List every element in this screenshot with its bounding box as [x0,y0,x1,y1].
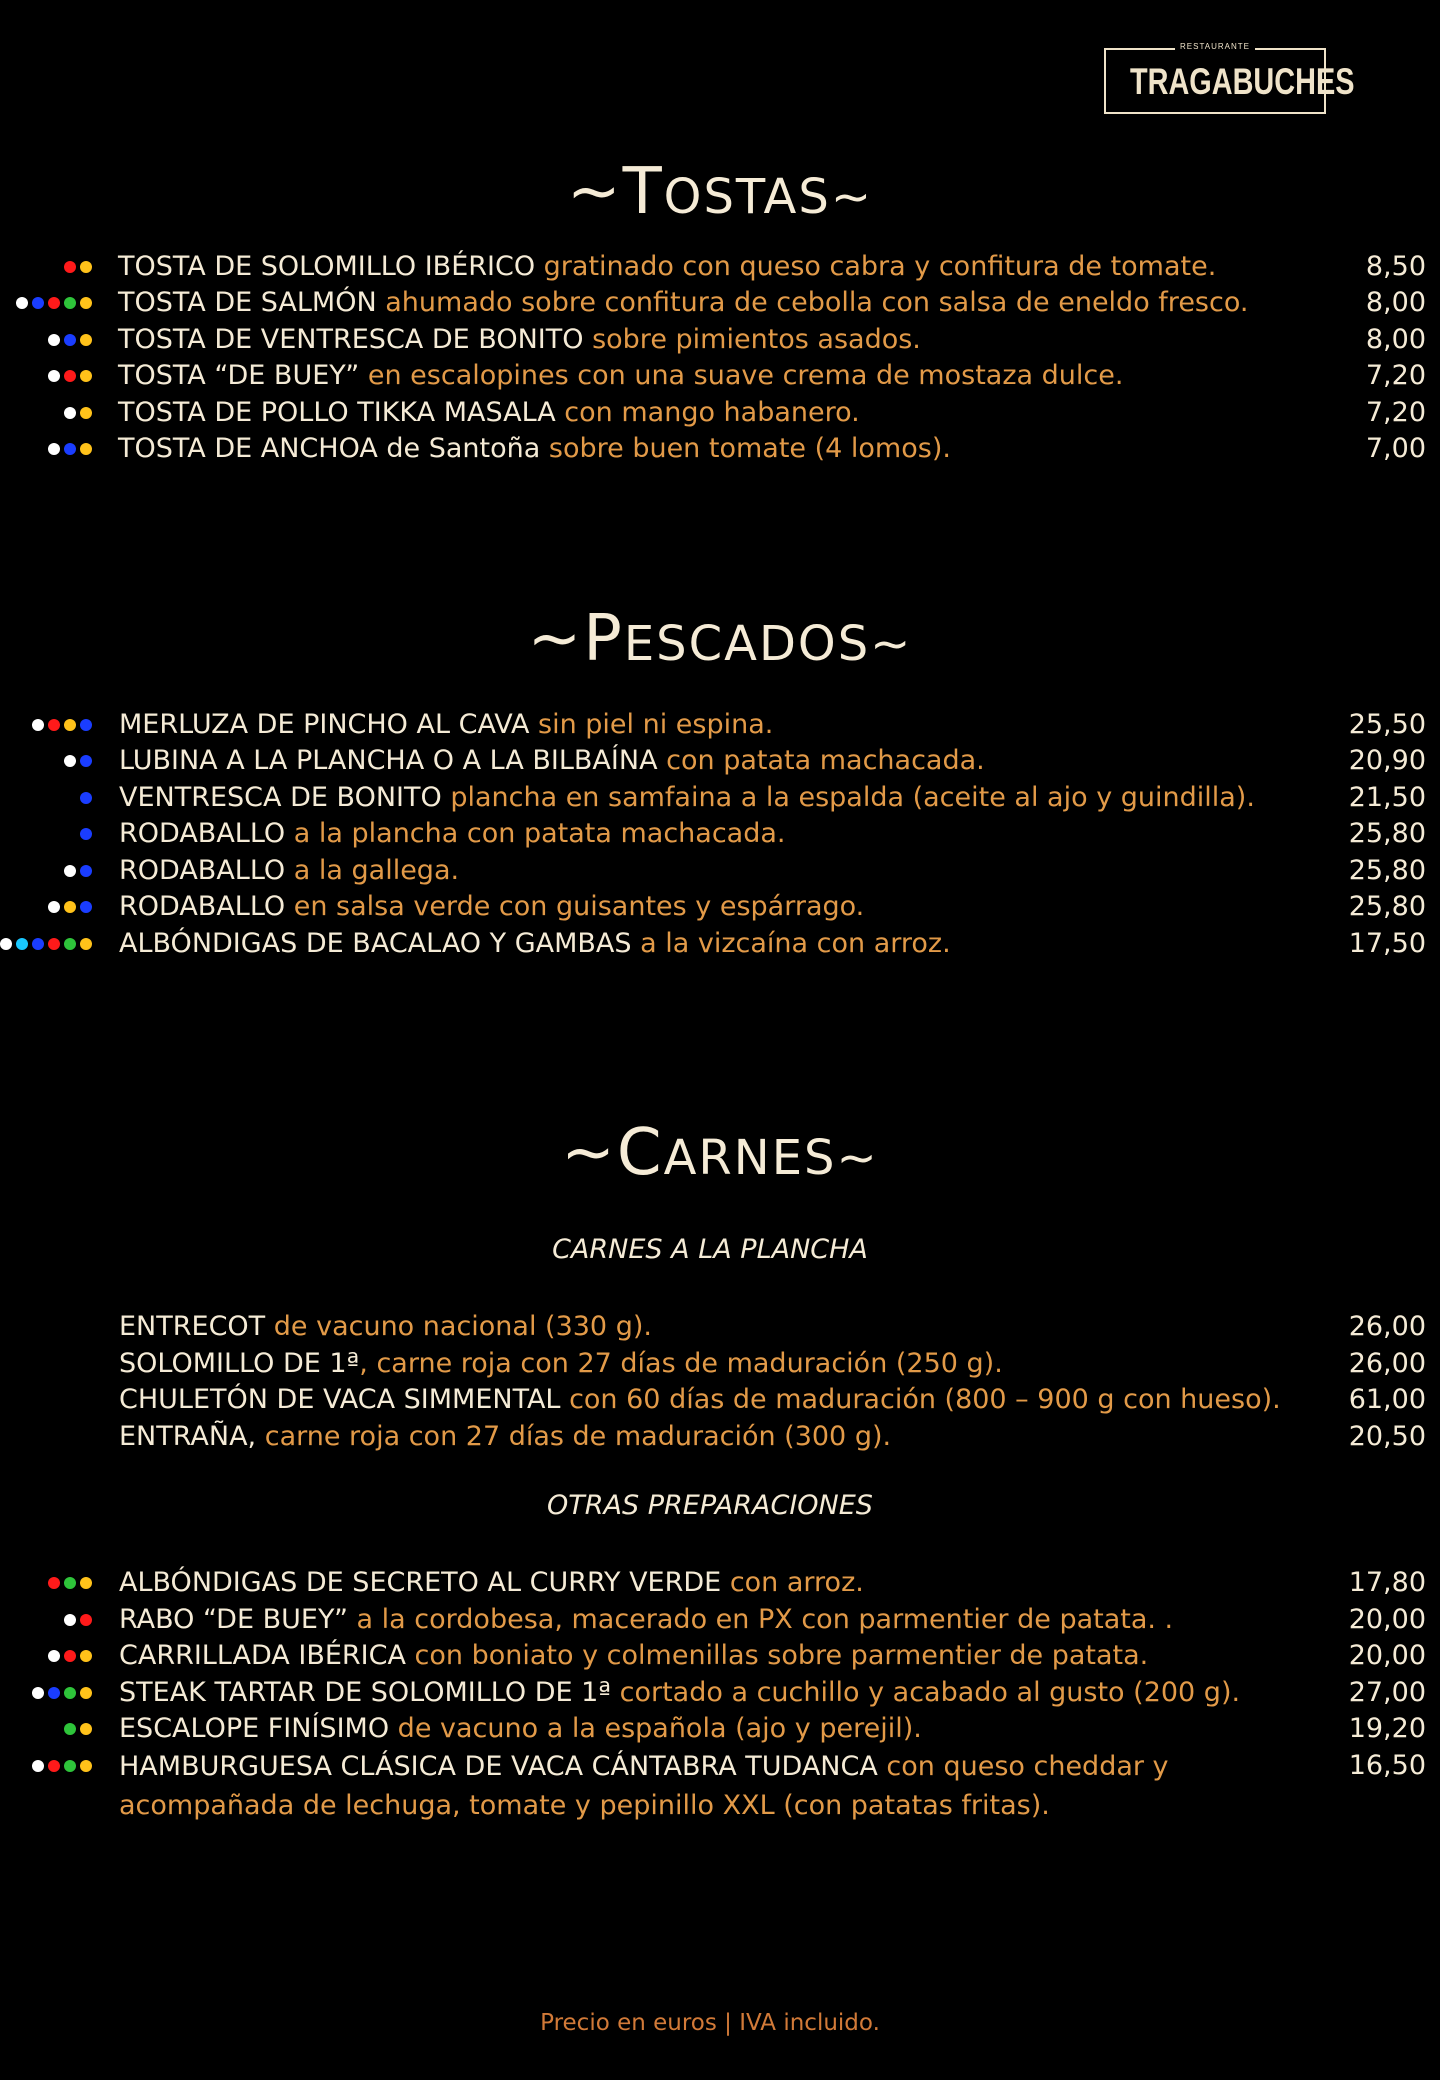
item-name: MERLUZA DE PINCHO AL CAVA [119,709,530,740]
item-description [119,1345,1003,1382]
item-name: ALBÓNDIGAS DE BACALAO Y GAMBAS [119,928,632,959]
item-name: ENTRAÑA, [119,1421,257,1452]
menu-item [0,706,1440,743]
item-name: VENTRESCA DE BONITO [119,782,442,813]
white-allergen-dot-icon [64,407,76,419]
blue-allergen-dot-icon [80,719,92,731]
item-description [119,1674,1240,1711]
blue-allergen-dot-icon [64,334,76,346]
item-description [118,394,860,431]
item-price: 19,20 [1348,1713,1426,1744]
menu-item [0,1674,1440,1711]
item-description [118,248,1216,285]
white-allergen-dot-icon [64,755,76,767]
red-allergen-dot-icon [48,1760,60,1772]
item-detail: con 60 días de maduración (800 – 900 g con hueso). [560,1384,1281,1415]
item-price: 17,80 [1348,1567,1426,1598]
allergen-dots [64,852,92,889]
item-price: 7,20 [1365,397,1426,428]
green-allergen-dot-icon [64,297,76,309]
allergen-dots [32,706,92,743]
item-description [119,1381,1281,1418]
footer-note: Precio en euros | IVA incluido. [540,2010,880,2036]
item-description [119,1308,652,1345]
allergen-dots [80,815,92,852]
menu-item [0,1601,1440,1638]
menu-item [0,357,1440,394]
green-allergen-dot-icon [64,1760,76,1772]
item-detail: con queso cheddar y acompañada de lechuga, tomate y pepinillo XXL (con patatas fritas). [119,1751,1169,1821]
subheading-carnes-plancha: CARNES A LA PLANCHA [552,1234,868,1265]
allergen-dots [16,284,92,321]
item-detail: gratinado con queso cabra y confitura de tomate. [535,251,1217,282]
item-name: ESCALOPE FINÍSIMO [119,1713,390,1744]
menu-item [0,394,1440,431]
red-allergen-dot-icon [48,719,60,731]
item-detail: a la cordobesa, macerado en PX con parmentier de patata. . [347,1604,1174,1635]
restaurant-logo [1104,42,1355,114]
menu-item [0,284,1440,321]
item-price: 17,50 [1348,928,1426,959]
blue-allergen-dot-icon [80,865,92,877]
subheading-otras-preparaciones: OTRAS PREPARACIONES [547,1490,873,1521]
item-price: 27,00 [1348,1677,1426,1708]
menu-item [0,779,1440,816]
white-allergen-dot-icon [48,901,60,913]
white-allergen-dot-icon [0,938,12,950]
allergen-dots [48,888,92,925]
item-name: RABO “DE BUEY” [119,1604,348,1635]
red-allergen-dot-icon [48,938,60,950]
white-allergen-dot-icon [48,334,60,346]
item-price: 7,20 [1365,360,1426,391]
item-price: 7,00 [1365,433,1426,464]
item-price: 8,00 [1365,324,1426,355]
item-name: ALBÓNDIGAS DE SECRETO AL CURRY VERDE [119,1567,722,1598]
yellow-allergen-dot-icon [80,1760,92,1772]
item-name: TOSTA DE SALMÓN [118,287,377,318]
menu-item [0,925,1440,962]
white-allergen-dot-icon [64,1614,76,1626]
white-allergen-dot-icon [64,865,76,877]
item-name: ENTRECOT [119,1311,266,1342]
item-description [119,1637,1148,1674]
green-allergen-dot-icon [64,938,76,950]
item-name: TOSTA DE VENTRESCA DE BONITO [118,324,584,355]
item-name: RODABALLO [119,818,286,849]
item-price: 26,00 [1348,1348,1426,1379]
blue-allergen-dot-icon [32,938,44,950]
allergen-dots [48,430,92,467]
red-allergen-dot-icon [48,1577,60,1589]
blue-allergen-dot-icon [80,755,92,767]
menu-item [0,1710,1440,1747]
allergen-dots [48,321,92,358]
item-detail: sobre pimientos asados. [583,324,921,355]
yellow-allergen-dot-icon [64,901,76,913]
yellow-allergen-dot-icon [80,370,92,382]
allergen-dots [48,1637,92,1674]
blue-allergen-dot-icon [48,1687,60,1699]
red-allergen-dot-icon [64,370,76,382]
item-price: 8,50 [1365,251,1426,282]
item-description [119,1601,1173,1638]
allergen-dots [64,1601,92,1638]
item-detail: a la vizcaína con arroz. [631,928,951,959]
yellow-allergen-dot-icon [80,297,92,309]
logo-name: TRAGABUCHES [1129,61,1355,102]
item-name: CARRILLADA IBÉRICA [119,1640,406,1671]
item-name: RODABALLO [119,891,286,922]
item-detail: sin piel ni espina. [529,709,774,740]
section-title-tostas: ~TOSTAS~ [566,155,874,229]
allergen-dots [0,925,92,962]
menu-item [0,430,1440,467]
allergen-dots [48,1564,92,1601]
item-description [119,706,773,743]
yellow-allergen-dot-icon [80,938,92,950]
item-detail: con arroz. [721,1567,864,1598]
menu-item [0,1637,1440,1674]
green-allergen-dot-icon [64,1723,76,1735]
item-name: STEAK TARTAR DE SOLOMILLO DE 1ª [119,1677,612,1708]
item-detail: con mango habanero. [555,397,860,428]
menu-item [0,1747,1440,1821]
item-description [119,888,864,925]
allergen-dots [64,1710,92,1747]
item-name: CHULETÓN DE VACA SIMMENTAL [119,1384,561,1415]
white-allergen-dot-icon [48,370,60,382]
white-allergen-dot-icon [32,1687,44,1699]
item-name: SOLOMILLO DE 1ª [119,1348,360,1379]
item-price: 21,50 [1348,782,1426,813]
item-name: TOSTA “DE BUEY” [118,360,360,391]
menu-item [0,1308,1440,1345]
item-name: LUBINA A LA PLANCHA O A LA BILBAÍNA [119,745,658,776]
item-description [118,430,951,467]
item-price: 16,50 [1348,1750,1426,1781]
item-description [119,742,985,779]
item-price: 20,00 [1348,1604,1426,1635]
item-price: 61,00 [1348,1384,1426,1415]
allergen-dots [32,1674,92,1711]
item-description [119,852,459,889]
yellow-allergen-dot-icon [80,334,92,346]
red-allergen-dot-icon [64,261,76,273]
item-name: HAMBURGUESA CLÁSICA DE VACA CÁNTABRA TUDANCA [119,1751,878,1782]
blue-allergen-dot-icon [80,901,92,913]
item-description [119,815,786,852]
yellow-allergen-dot-icon [80,443,92,455]
item-detail: ahumado sobre confitura de cebolla con salsa de eneldo fresco. [376,287,1249,318]
item-detail: , carne roja con 27 días de maduración (250 g). [359,1348,1003,1379]
item-description [119,779,1255,816]
item-price: 25,80 [1348,818,1426,849]
yellow-allergen-dot-icon [80,1577,92,1589]
yellow-allergen-dot-icon [80,1650,92,1662]
item-detail: a la gallega. [285,855,460,886]
item-description [119,1710,922,1747]
blue-allergen-dot-icon [64,443,76,455]
white-allergen-dot-icon [48,443,60,455]
section-title-pescados: ~PESCADOS~ [527,602,913,676]
item-detail: sobre buen tomate (4 lomos). [540,433,951,464]
item-detail: a la plancha con patata machacada. [285,818,786,849]
section-title-carnes: ~CARNES~ [561,1116,879,1190]
white-allergen-dot-icon [48,1650,60,1662]
item-price: 8,00 [1365,287,1426,318]
allergen-dots [64,394,92,431]
item-price: 20,90 [1348,745,1426,776]
item-description [118,321,921,358]
menu-item [0,888,1440,925]
item-detail: con patata machacada. [657,745,985,776]
white-allergen-dot-icon [32,1760,44,1772]
item-name: TOSTA DE POLLO TIKKA MASALA [118,397,556,428]
item-detail: con boniato y colmenillas sobre parmentier de patata. [405,1640,1149,1671]
item-price: 25,50 [1348,709,1426,740]
white-allergen-dot-icon [32,719,44,731]
item-price: 20,50 [1348,1421,1426,1452]
item-name: TOSTA DE SOLOMILLO IBÉRICO [118,251,536,282]
allergen-dots [48,357,92,394]
item-description [119,1564,864,1601]
menu-item [0,852,1440,889]
yellow-allergen-dot-icon [80,407,92,419]
allergen-dots [80,779,92,816]
blue-allergen-dot-icon [80,792,92,804]
menu-item [0,1345,1440,1382]
blue-allergen-dot-icon [80,828,92,840]
item-detail: plancha en samfaina a la espalda (aceite al ajo y guindilla). [441,782,1255,813]
menu-item [0,1381,1440,1418]
item-name: TOSTA DE ANCHOA de Santoña [118,433,541,464]
item-detail: en escalopines con una suave crema de mostaza dulce. [359,360,1124,391]
item-detail: de vacuno nacional (330 g). [265,1311,652,1342]
yellow-allergen-dot-icon [80,1723,92,1735]
menu-item [0,1418,1440,1455]
item-detail: en salsa verde con guisantes y espárrago. [285,891,865,922]
yellow-allergen-dot-icon [64,719,76,731]
item-detail: carne roja con 27 días de maduración (300 g). [256,1421,892,1452]
green-allergen-dot-icon [64,1577,76,1589]
item-detail: cortado a cuchillo y acabado al gusto (200 g). [611,1677,1241,1708]
menu-item [0,321,1440,358]
item-description [119,1418,891,1455]
item-price: 26,00 [1348,1311,1426,1342]
item-price: 25,80 [1348,855,1426,886]
item-detail: de vacuno a la española (ajo y perejil). [389,1713,922,1744]
logo-subtitle: RESTAURANTE [1175,42,1255,51]
white-allergen-dot-icon [16,297,28,309]
red-allergen-dot-icon [64,1650,76,1662]
item-name: RODABALLO [119,855,286,886]
red-allergen-dot-icon [80,1614,92,1626]
allergen-dots [64,248,92,285]
allergen-dots [32,1747,92,1784]
menu-item [0,1564,1440,1601]
cyan-allergen-dot-icon [16,938,28,950]
red-allergen-dot-icon [48,297,60,309]
item-description [119,925,951,962]
item-description [119,1747,1269,1825]
item-description [118,284,1248,321]
blue-allergen-dot-icon [32,297,44,309]
allergen-dots [64,742,92,779]
menu-item [0,815,1440,852]
menu-item [0,742,1440,779]
yellow-allergen-dot-icon [80,261,92,273]
item-description [118,357,1123,394]
item-price: 25,80 [1348,891,1426,922]
item-price: 20,00 [1348,1640,1426,1671]
green-allergen-dot-icon [64,1687,76,1699]
yellow-allergen-dot-icon [80,1687,92,1699]
menu-item [0,248,1440,285]
